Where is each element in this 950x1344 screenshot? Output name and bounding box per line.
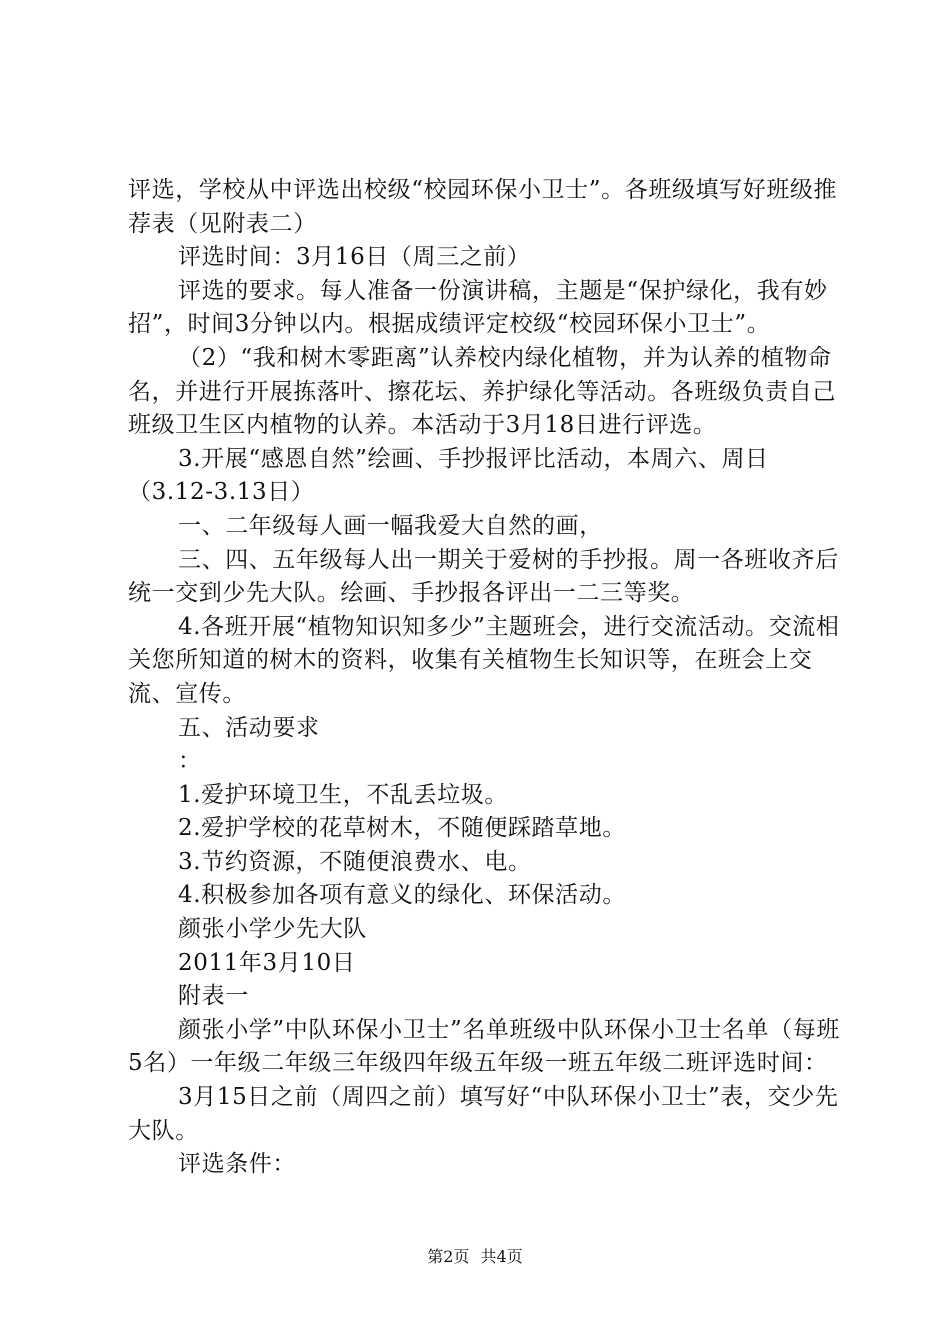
paragraph-selection-intro: 评选，学校从中评选出校级“校园环保小卫士”。各班级填写好班级推荐表（见附表二）	[128, 177, 838, 237]
paragraph-selection-requirements: 评选的要求。每人准备一份演讲稿，主题是“保护绿化，我有妙招”，时间3分钟以内。根据成绩评定校级“校园环保小卫士”。	[128, 277, 828, 338]
requirement-item-1: 1.爱护环境卫生，不乱丢垃圾。	[178, 781, 508, 808]
appendix-deadline: 3月15日之前（周四之前）填写好“中队环保小卫士”表，交少先大队。	[128, 1084, 839, 1144]
paragraph-grade-three-five: 三、四、五年级每人出一期关于爱树的手抄报。周一各班收齐后统一交到少先大队。绘画、手抄报各评出一二三等奖。	[128, 546, 839, 607]
requirement-item-4: 4.积极参加各项有意义的绿化、环保活动。	[178, 882, 626, 909]
signature-date: 2011年3月10日	[178, 949, 356, 976]
requirement-item-2: 2.爱护学校的花草树木，不随便踩踏草地。	[178, 815, 626, 842]
paragraph-colon: ：	[178, 748, 202, 775]
section-heading-requirements: 五、活动要求	[178, 714, 320, 741]
requirement-item-3: 3.节约资源，不随便浪费水、电。	[178, 848, 532, 875]
appendix-list-description: 颜张小学”中队环保小卫士”名单班级中队环保小卫士名单（每班5名）一年级二年级三年级四年级五年级一班五年级二班评选时间：	[128, 1016, 840, 1077]
page-number: 第2页	[427, 1247, 470, 1266]
paragraph-grade-one-two: 一、二年级每人画一幅我爱大自然的画，	[178, 512, 603, 539]
page-total: 共4页	[480, 1247, 523, 1266]
paragraph-selection-time: 评选时间：3月16日（周三之前）	[178, 244, 531, 271]
paragraph-tree-adoption: （2）“我和树木零距离”认养校内绿化植物，并为认养的植物命名，并进行开展拣落叶、擦花坛、养护绿化等活动。各班级负责自己班级卫生区内植物的认养。本活动于3月18日进行评选。	[128, 344, 836, 439]
paragraph-drawing-contest: 3.开展“感恩自然”绘画、手抄报评比活动，本周六、周日（3.12-3.13日）	[128, 445, 769, 506]
appendix-criteria-heading: 评选条件：	[178, 1151, 296, 1178]
appendix-heading: 附表一	[178, 983, 249, 1010]
page-footer	[0, 1244, 950, 1267]
paragraph-class-meeting: 4.各班开展“植物知识知多少”主题班会，进行交流活动。交流相关您所知道的树木的资料，收集有关植物生长知识等，在班会上交流、宣传。	[128, 613, 840, 707]
document-body	[128, 174, 840, 1182]
signature-organization: 颜张小学少先大队	[178, 916, 367, 943]
